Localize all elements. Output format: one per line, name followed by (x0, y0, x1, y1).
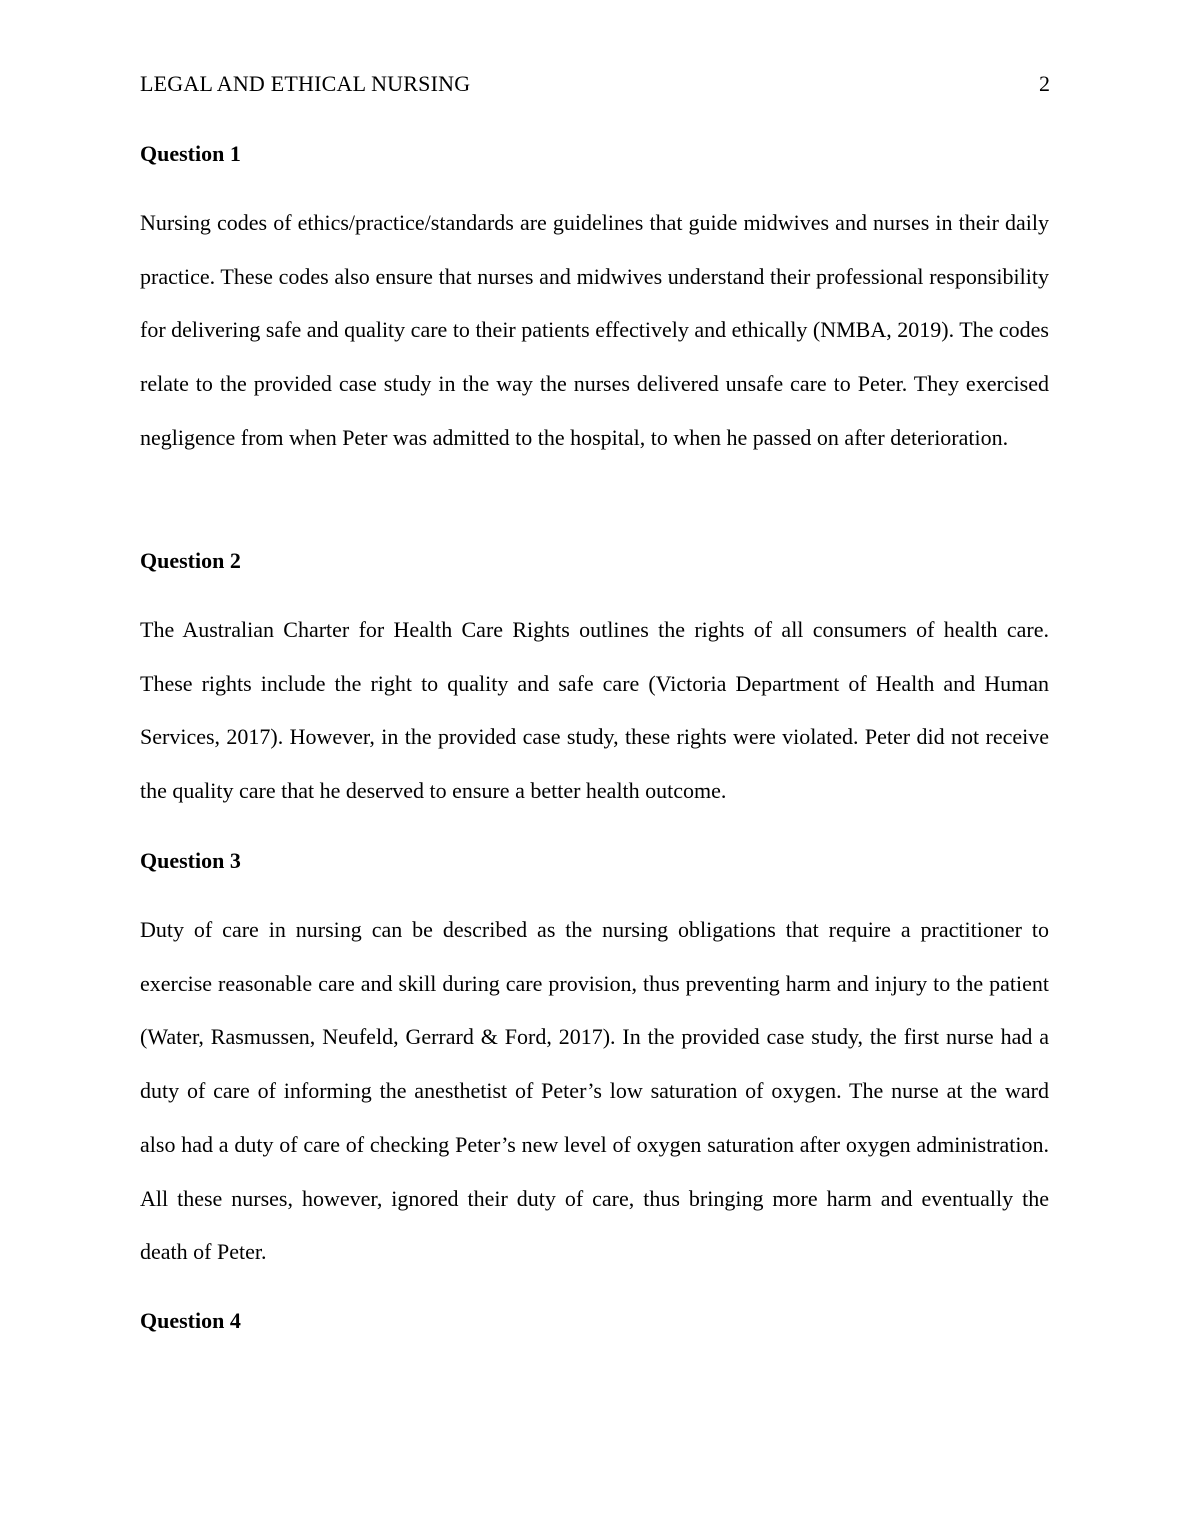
question-2-paragraph: The Australian Charter for Health Care Rights outlines the rights of all consumers of health care. These rights include the right to quality and safe care (Victoria Department of Health and Human Services, 2017). However, in the provided case study, these rights were violated. Peter did not receive the quality care that he deserved to ensure a better health outcome. (140, 617, 1049, 804)
question-2-heading: Question 2 (140, 548, 241, 573)
running-head: LEGAL AND ETHICAL NURSING (140, 71, 471, 96)
question-4-heading: Question 4 (140, 1308, 241, 1333)
question-3-heading: Question 3 (140, 848, 241, 873)
page-number: 2 (1039, 71, 1050, 96)
question-1-heading: Question 1 (140, 141, 241, 166)
question-3-paragraph: Duty of care in nursing can be described as the nursing obligations that require a practitioner to exercise reasonable care and skill during care provision, thus preventing harm and injury to the patient (Water, Rasmussen, Neufeld, Gerrard & Ford, 2017). In the provided case study, the first nurse had a duty of care of informing the anesthetist of Peter’s low saturation of oxygen. The nurse at the ward also had a duty of care of checking Peter’s new level of oxygen saturation after oxygen administration. All these nurses, however, ignored their duty of care, thus bringing more harm and eventually the death of Peter. (140, 917, 1049, 1265)
question-1-paragraph: Nursing codes of ethics/practice/standards are guidelines that guide midwives and nurses in their daily practice. These codes also ensure that nurses and midwives understand their professional responsibility for delivering safe and quality care to their patients effectively and ethically (NMBA, 2019). The codes relate to the provided case study in the way the nurses delivered unsafe care to Peter. They exercised negligence from when Peter was admitted to the hospital, to when he passed on after deterioration. (140, 210, 1049, 450)
